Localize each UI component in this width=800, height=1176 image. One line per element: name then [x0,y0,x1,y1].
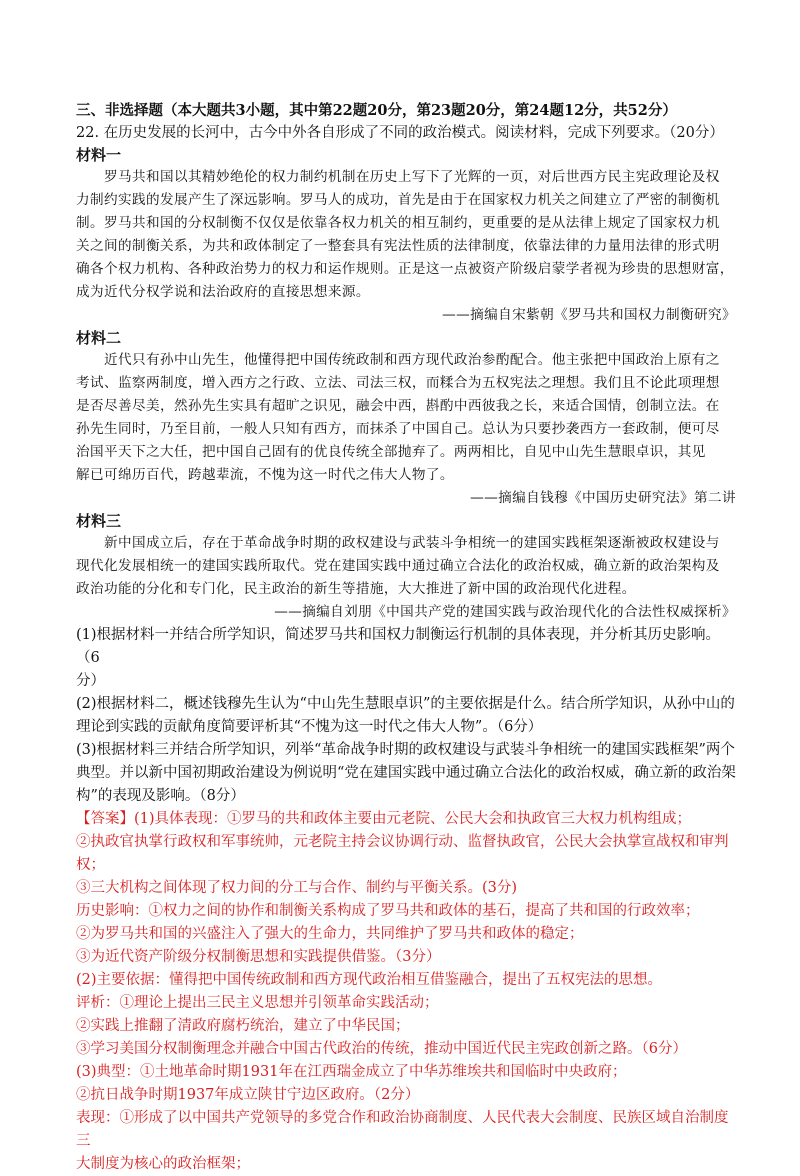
material-line: 力制约实践的发展产生了深远影响。罗马人的成功，首先是由于在国家权力机关之间建立了严密的制衡机 [76,192,720,208]
material-1-body [76,166,736,327]
answer-line: ③三大机构之间体现了权力间的分工与合作、制约与平衡关系。(3分) [76,880,518,896]
material-line: 是否尽善尽美，然孙先生实具有超旷之识见，融会中西，斟酌中西彼我之长，来适合国情，创制立法。在 [76,398,720,414]
answer-line: ③学习美国分权制衡理念并融合中国古代政治的传统，推动中国近代民主宪政创新之路。（6分） [76,1041,687,1057]
question-line: 构”的表现及影响。（8分） [76,788,245,804]
material-1-title: 材料一 [76,146,122,164]
material-2-body [76,349,736,510]
material-line: 现代化发展相统一的建国实践所取代。党在建国实践中通过确立合法化的政治权威，确立新的政治架构及 [76,558,720,574]
material-line: 制。罗马共和国的分权制衡不仅仅是依靠各权力机关的相互制约，更重要的是从法律上规定了国家权力机 [76,215,720,231]
material-line: 孙先生同时，乃至目前，一般人只知有西方，而抹杀了中国自己。总认为只要抄袭西方一套政制，便可尽 [76,421,720,437]
material-2-title: 材料二 [76,329,122,347]
material-2-source: ——摘编自钱穆《中国历史研究法》第二讲 [470,490,736,506]
answer-line: (2)主要依据：懂得把中国传统政制和西方现代政治相互借鉴融合，提出了五权宪法的思想。 [76,972,663,988]
material-line: 政治功能的分化和专门化，民主政治的新生等措施，大大推进了新中国的政治现代化进程。 [76,581,636,597]
answer-line: 大制度为核心的政治框架； [76,1156,250,1172]
answer-line: ②实践上推翻了清政府腐朽统治，建立了中华民国； [76,1018,410,1034]
page-content [76,100,736,1176]
material-3-title: 材料三 [76,512,122,530]
material-line: 解已可绵历百代，跨越辈流，不愧为这一时代之伟大人物了。 [76,467,454,483]
answer-line: ②执政官执掌行政权和军事统帅，元老院主持会议协调行动、监督执政官，公民大会执掌宣战权和审判权； [76,834,729,873]
question-line: (1)根据材料一并结合所学知识，简述罗马共和国权力制衡运行机制的具体表现，并分析其历史影响。（6 [76,627,721,666]
material-line: 近代只有孙中山先生，他懂得把中国传统政制和西方现代政治参酌配合。他主张把中国政治上原有之 [104,352,720,368]
answer-line: 【答案】(1)具体表现：①罗马的共和政体主要由元老院、公民大会和执政官三大权力机构组成； [76,811,692,827]
answer-line: (3)典型：①土地革命时期1931年在江西瑞金成立了中华苏维埃共和国临时中央政府； [76,1064,627,1080]
question-line: 分） [76,673,105,689]
material-line: 考试、监察两制度，增入西方之行政、立法、司法三权，而糅合为五权宪法之理想。我们且不论此项理想 [76,375,720,391]
question-line: (3)根据材料三并结合所学知识，列举“革命战争时期的政权建设与武装斗争相统一的建国实践框架”两个 [76,742,735,758]
answer-line: 评析：①理论上提出三民主义思想并引领革命实践活动； [76,995,439,1011]
material-line: 关之间的制衡关系，为共和政体制定了一整套具有宪法性质的法律制度，依靠法律的力量用法律的形式明 [76,238,720,254]
material-3-source: ——摘编自刘朋《中国共产党的建国实践与政治现代化的合法性权威探析》 [274,604,736,620]
answer-line: 历史影响：①权力之间的协作和制衡关系构成了罗马共和政体的基石，提高了共和国的行政效率； [76,903,700,919]
answer-line: ③为近代资产阶级分权制衡思想和实践提供借鉴。（3分） [76,949,441,965]
material-line: 罗马共和国以其精妙绝伦的权力制约机制在历史上写下了光辉的一页，对后世西方民主宪政理论及权 [104,169,720,185]
section-heading: 三、非选择题（本大题共3小题，其中第22题20分，第23题20分，第24题12分，共52分） [76,102,677,119]
question-list [76,624,736,808]
material-line: 确各个权力机构、各种政治势力的权力和运作规则。正是这一点被资产阶级启蒙学者视为珍贵的思想财富， [76,261,734,277]
material-line: 新中国成立后，存在于革命战争时期的政权建设与武装斗争相统一的建国实践框架逐渐被政权建设与 [104,535,720,551]
answer-line: ②为罗马共和国的兴盛注入了强大的生命力，共同维护了罗马共和政体的稳定； [76,926,584,942]
material-line: 成为近代分权学说和法治政府的直接思想来源。 [76,284,370,300]
material-1-source: ——摘编自宋紫朝《罗马共和国权力制衡研究》 [442,307,736,323]
question-line: (2)根据材料二，概述钱穆先生认为“中山先生慧眼卓识”的主要依据是什么。结合所学知识，从孙中山的 [76,696,735,712]
question-intro: 22. 在历史发展的长河中，古今中外各自形成了不同的政治模式。阅读材料，完成下列要求。（20分） [76,125,724,141]
question-line: 理论到实践的贡献角度简要评析其“不愧为这一时代之伟大人物”。（6分） [76,719,543,735]
answer-block [76,808,736,1176]
material-3-body [76,532,736,624]
question-line: 典型。并以新中国初期政治建设为例说明“党在建国实践中通过确立合法化的政治权威，确立新的政治架 [76,765,736,781]
answer-line: 表现：①形成了以中国共产党领导的多党合作和政治协商制度、人民代表大会制度、民族区域自治制度三 [76,1110,729,1149]
answer-line: ②抗日战争时期1937年成立陕甘宁边区政府。（2分） [76,1087,420,1103]
material-line: 治国平天下之大任，把中国自己固有的优良传统全部抛弃了。两两相比，自见中山先生慧眼卓识，其见 [76,444,706,460]
